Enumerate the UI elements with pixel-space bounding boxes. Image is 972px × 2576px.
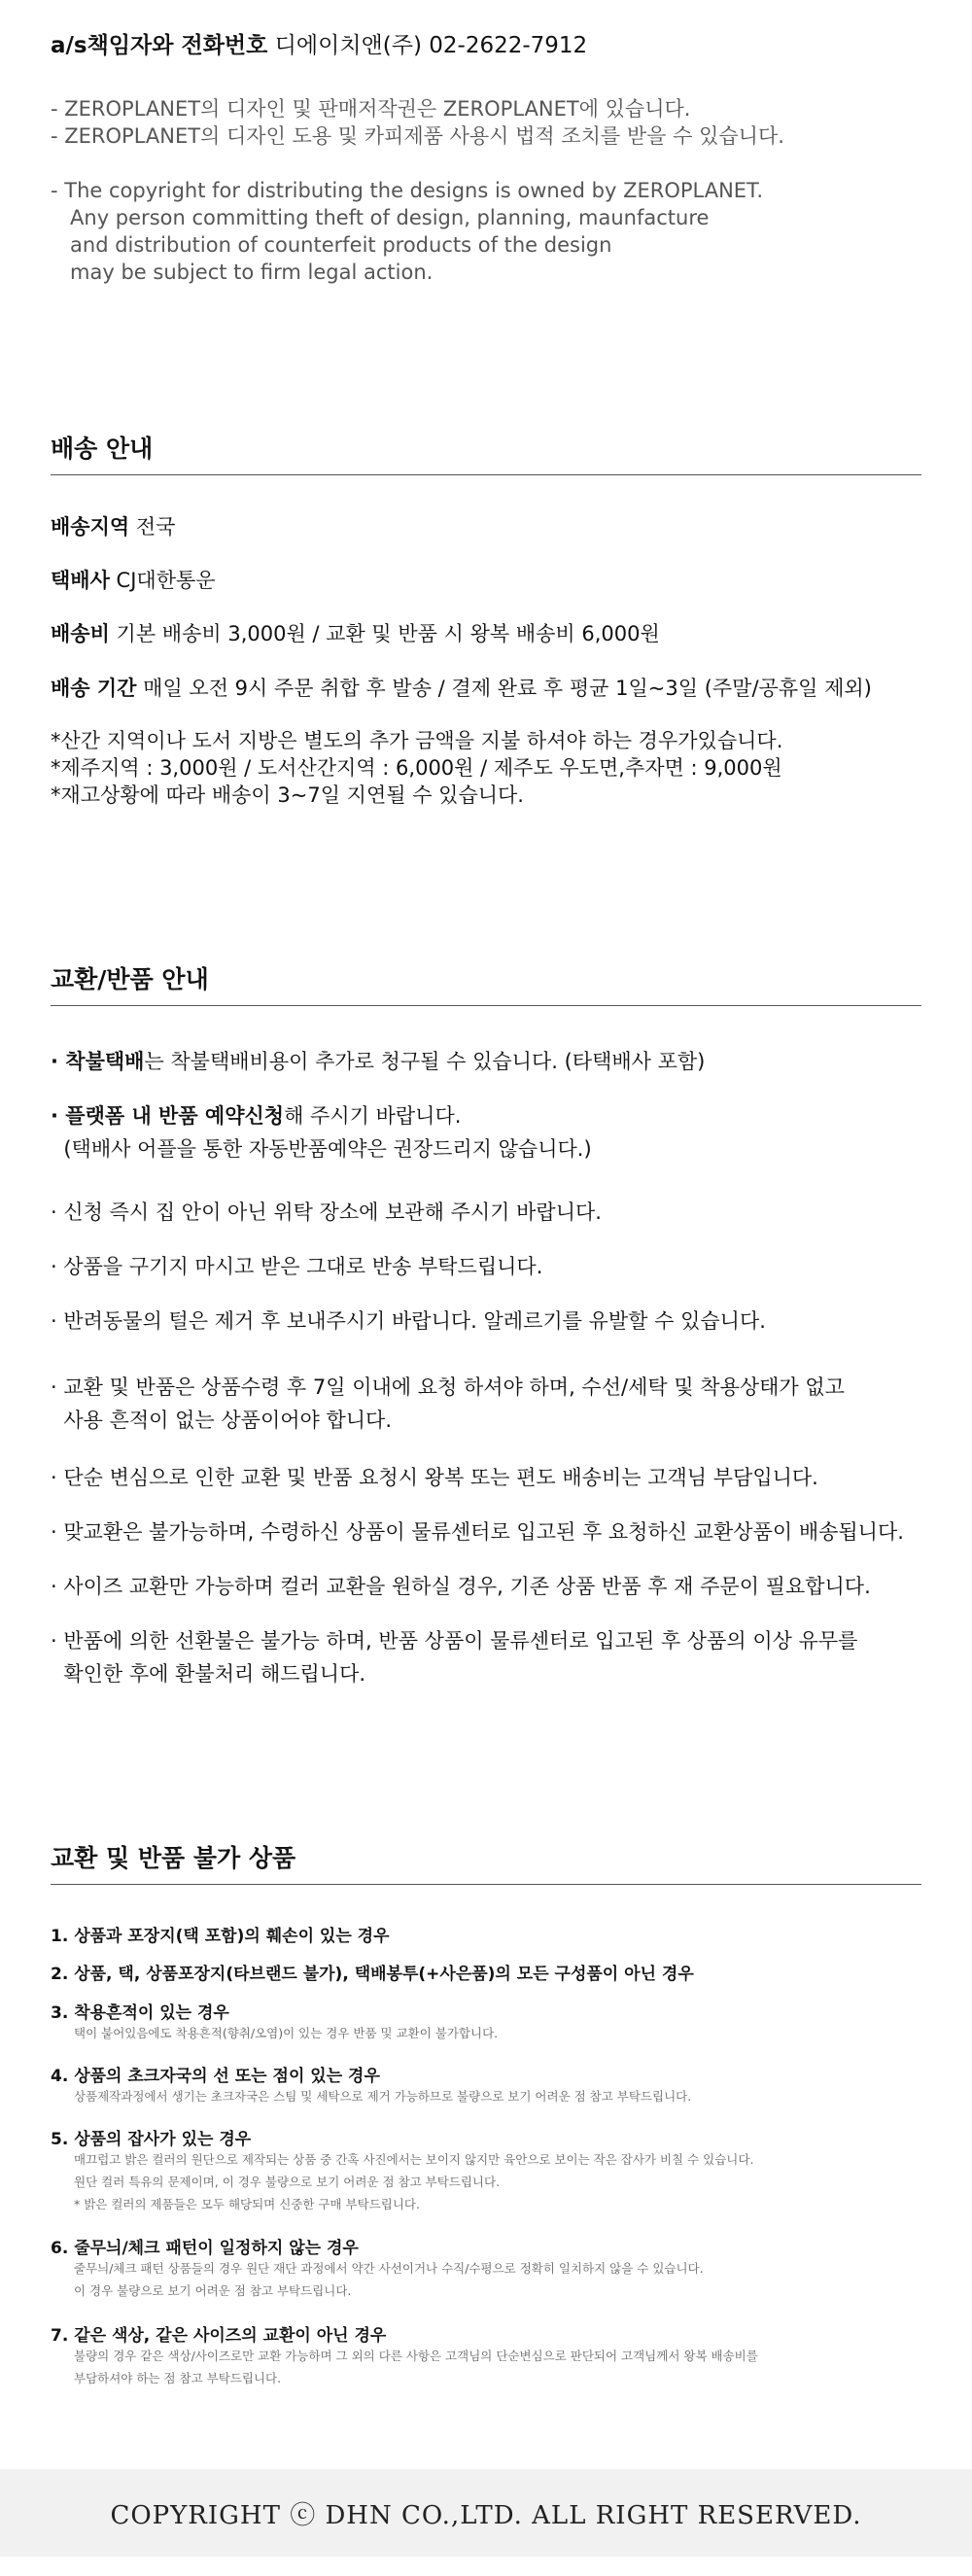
as-info: [51, 27, 587, 59]
shipping-region-label: 배송지역: [51, 515, 130, 539]
shipping-fee-label: 배송비: [51, 622, 110, 645]
not-returnable-desc-line: 매끄럽고 밝은 컬러의 원단으로 제작되는 상품 중 간혹 사진에서는 보이지 않지만 육안으로 보이는 작은 잡사가 비칠 수 있습니다.: [74, 2152, 754, 2167]
exchange-item-8: [51, 1515, 904, 1549]
shipping-fee-value: 기본 배송비 3,000원 / 교환 및 반품 시 왕복 배송비 6,000원: [116, 622, 660, 645]
copyright-notice-korean: [51, 95, 784, 150]
exchange-item-10: [51, 1624, 857, 1690]
shipping-note: *제주지역 : 3,000원 / 도서산간지역 : 6,000원 / 제주도 우도면,추자면 : 9,000원: [51, 756, 782, 780]
not-returnable-item-title: 6. 줄무늬/체크 패턴이 일정하지 않는 경우: [51, 2239, 359, 2258]
not-returnable-item-title: 1. 상품과 포장지(택 포함)의 훼손이 있는 경우: [51, 1927, 390, 1946]
not-returnable-item-title: 4. 상품의 초크자국의 선 또는 점이 있는 경우: [51, 2067, 380, 2086]
shipping-courier-value: CJ대한통운: [116, 569, 216, 592]
shipping-note: *재고상황에 따라 배송이 3~7일 지연될 수 있습니다.: [51, 783, 524, 807]
exchange-title: 교환/반품 안내: [51, 965, 209, 993]
as-info-label: a/s책임자와 전화번호: [51, 33, 268, 58]
not-returnable-item-desc: [74, 2022, 498, 2044]
not-returnable-desc-line: 줄무늬/체크 패턴 상품들의 경우 원단 재단 과정에서 약간 사선이거나 수직/수평으로 정확히 일치하지 않을 수 있습니다.: [74, 2261, 704, 2276]
as-info-value: 디에이치앤(주) 02-2622-7912: [274, 33, 588, 58]
exchange-item-bold: · 플랫폼 내 반품 예약신청: [51, 1104, 285, 1128]
copyright-line: - ZEROPLANET의 디자인 도용 및 카피제품 사용시 법적 조치를 받을 수 있습니다.: [51, 124, 784, 148]
shipping-period-value: 매일 오전 9시 주문 취합 후 발송 / 결제 완료 후 평균 1일~3일 (주말/공휴일 제외): [143, 677, 872, 700]
not-returnable-item-title: 3. 착용흔적이 있는 경우: [51, 2003, 229, 2023]
exchange-item-7: [51, 1461, 818, 1494]
shipping-fee: [51, 618, 660, 647]
exchange-item-text: 확인한 후에 환불처리 해드립니다.: [51, 1662, 366, 1686]
not-returnable-desc-line: 원단 컬러 특유의 문제이며, 이 경우 불량으로 보기 어려운 점 참고 부탁드립니다.: [74, 2175, 501, 2189]
exchange-item-text: · 반려동물의 털은 제거 후 보내주시기 바랍니다. 알레르기를 유발할 수 있습니다.: [51, 1309, 766, 1333]
shipping-title: 배송 안내: [51, 435, 154, 463]
shipping-courier-label: 택배사: [51, 569, 110, 592]
exchange-item-text: (택배사 어플을 통한 자동반품예약은 권장드리지 않습니다.): [51, 1137, 592, 1161]
exchange-item-text: · 교환 및 반품은 상품수령 후 7일 이내에 요청 하셔야 하며, 수선/세탁 및 착용상태가 없고: [51, 1375, 845, 1399]
exchange-item-2: [51, 1099, 592, 1166]
copyright-line: and distribution of counterfeit products of the design: [51, 233, 612, 257]
exchange-item-text: 는 착불택배비용이 추가로 청구될 수 있습니다. (타택배사 포함): [144, 1050, 706, 1073]
exchange-item-bold: · 착불택배: [51, 1050, 145, 1073]
not-returnable-item-desc: [74, 2257, 704, 2302]
shipping-region-value: 전국: [135, 515, 176, 539]
shipping-period: [51, 673, 872, 702]
not-returnable-item-title: 5. 상품의 잡사가 있는 경우: [51, 2130, 252, 2149]
footer: [0, 2469, 972, 2557]
shipping-region: [51, 511, 175, 540]
not-returnable-item-title: 2. 상품, 택, 상품포장지(타브랜드 불가), 택배봉투(+사은품)의 모든 구성품이 아닌 경우: [51, 1965, 694, 1984]
copyright-line: may be subject to firm legal action.: [51, 261, 434, 284]
shipping-divider: [51, 474, 921, 475]
exchange-item-text: · 신청 즉시 집 안이 아닌 위탁 장소에 보관해 주시기 바랍니다.: [51, 1201, 602, 1224]
not-returnable-desc-line: 상품제작과정에서 생기는 초크자국은 스팀 및 세탁으로 제거 가능하므로 불량으로 보기 어려운 점 참고 부탁드립니다.: [74, 2089, 692, 2104]
exchange-item-3: [51, 1196, 602, 1229]
not-returnable-desc-line: 부담하셔야 하는 점 참고 부탁드립니다.: [74, 2371, 282, 2385]
exchange-item-5: [51, 1305, 766, 1338]
not-returnable-desc-line: 택이 붙어있음에도 착용흔적(향취/오염)이 있는 경우 반품 및 교환이 불가합니다.: [74, 2026, 499, 2040]
not-returnable-desc-line: * 밝은 컬러의 제품들은 모두 해당되며 신중한 구매 부탁드립니다.: [74, 2197, 420, 2211]
not-returnable-item-title: 7. 같은 색상, 같은 사이즈의 교환이 아닌 경우: [51, 2326, 387, 2346]
not-returnable-desc-line: 불량의 경우 같은 색상/사이즈로만 교환 가능하며 그 외의 다른 사항은 고객님의 단순변심으로 판단되어 고객님께서 왕복 배송비를: [74, 2349, 758, 2363]
copyright-line: - ZEROPLANET의 디자인 및 판매저작권은 ZEROPLANET에 있습니다.: [51, 97, 691, 121]
not-returnable-item-desc: [74, 2085, 691, 2107]
not-returnable-item-desc: [74, 2148, 753, 2215]
exchange-divider: [51, 1005, 921, 1006]
exchange-item-text: · 맞교환은 불가능하며, 수령하신 상품이 물류센터로 입고된 후 요청하신 교환상품이 배송됩니다.: [51, 1520, 904, 1544]
shipping-period-label: 배송 기간: [51, 677, 137, 700]
shipping-note: *산간 지역이나 도서 지방은 별도의 추가 금액을 지불 하셔야 하는 경우가있습니다.: [51, 729, 783, 752]
footer-copyright: COPYRIGHT ⓒ DHN CO.,LTD. ALL RIGHT RESERVED.: [110, 2500, 862, 2530]
copyright-line: - The copyright for distributing the designs is owned by ZEROPLANET.: [51, 179, 764, 202]
not-returnable-title: 교환 및 반품 불가 상품: [51, 1844, 296, 1872]
exchange-item-4: [51, 1250, 542, 1283]
exchange-item-text: · 상품을 구기지 마시고 받은 그대로 반송 부탁드립니다.: [51, 1255, 543, 1278]
exchange-item-text: · 단순 변심으로 인한 교환 및 반품 요청시 왕복 또는 편도 배송비는 고객님 부담입니다.: [51, 1466, 818, 1489]
copyright-line: Any person committing theft of design, planning, maunfacture: [51, 206, 710, 229]
exchange-item-text: · 반품에 의한 선환불은 불가능 하며, 반품 상품이 물류센터로 입고된 후 상품의 이상 유무를: [51, 1629, 858, 1653]
shipping-courier: [51, 565, 216, 594]
exchange-item-1: [51, 1045, 705, 1078]
exchange-item-text: · 사이즈 교환만 가능하며 컬러 교환을 원하실 경우, 기존 상품 반품 후 재 주문이 필요합니다.: [51, 1575, 871, 1598]
not-returnable-divider: [51, 1884, 921, 1885]
copyright-notice-english: [51, 177, 763, 286]
shipping-notes: [51, 727, 782, 809]
not-returnable-item-desc: [74, 2345, 758, 2389]
exchange-item-text: 해 주시기 바랍니다.: [284, 1104, 462, 1128]
exchange-item-9: [51, 1570, 871, 1603]
exchange-item-6: [51, 1371, 845, 1437]
exchange-item-text: 사용 흔적이 없는 상품이어야 합니다.: [51, 1409, 393, 1432]
not-returnable-desc-line: 이 경우 불량으로 보기 어려운 점 참고 부탁드립니다.: [74, 2283, 352, 2298]
